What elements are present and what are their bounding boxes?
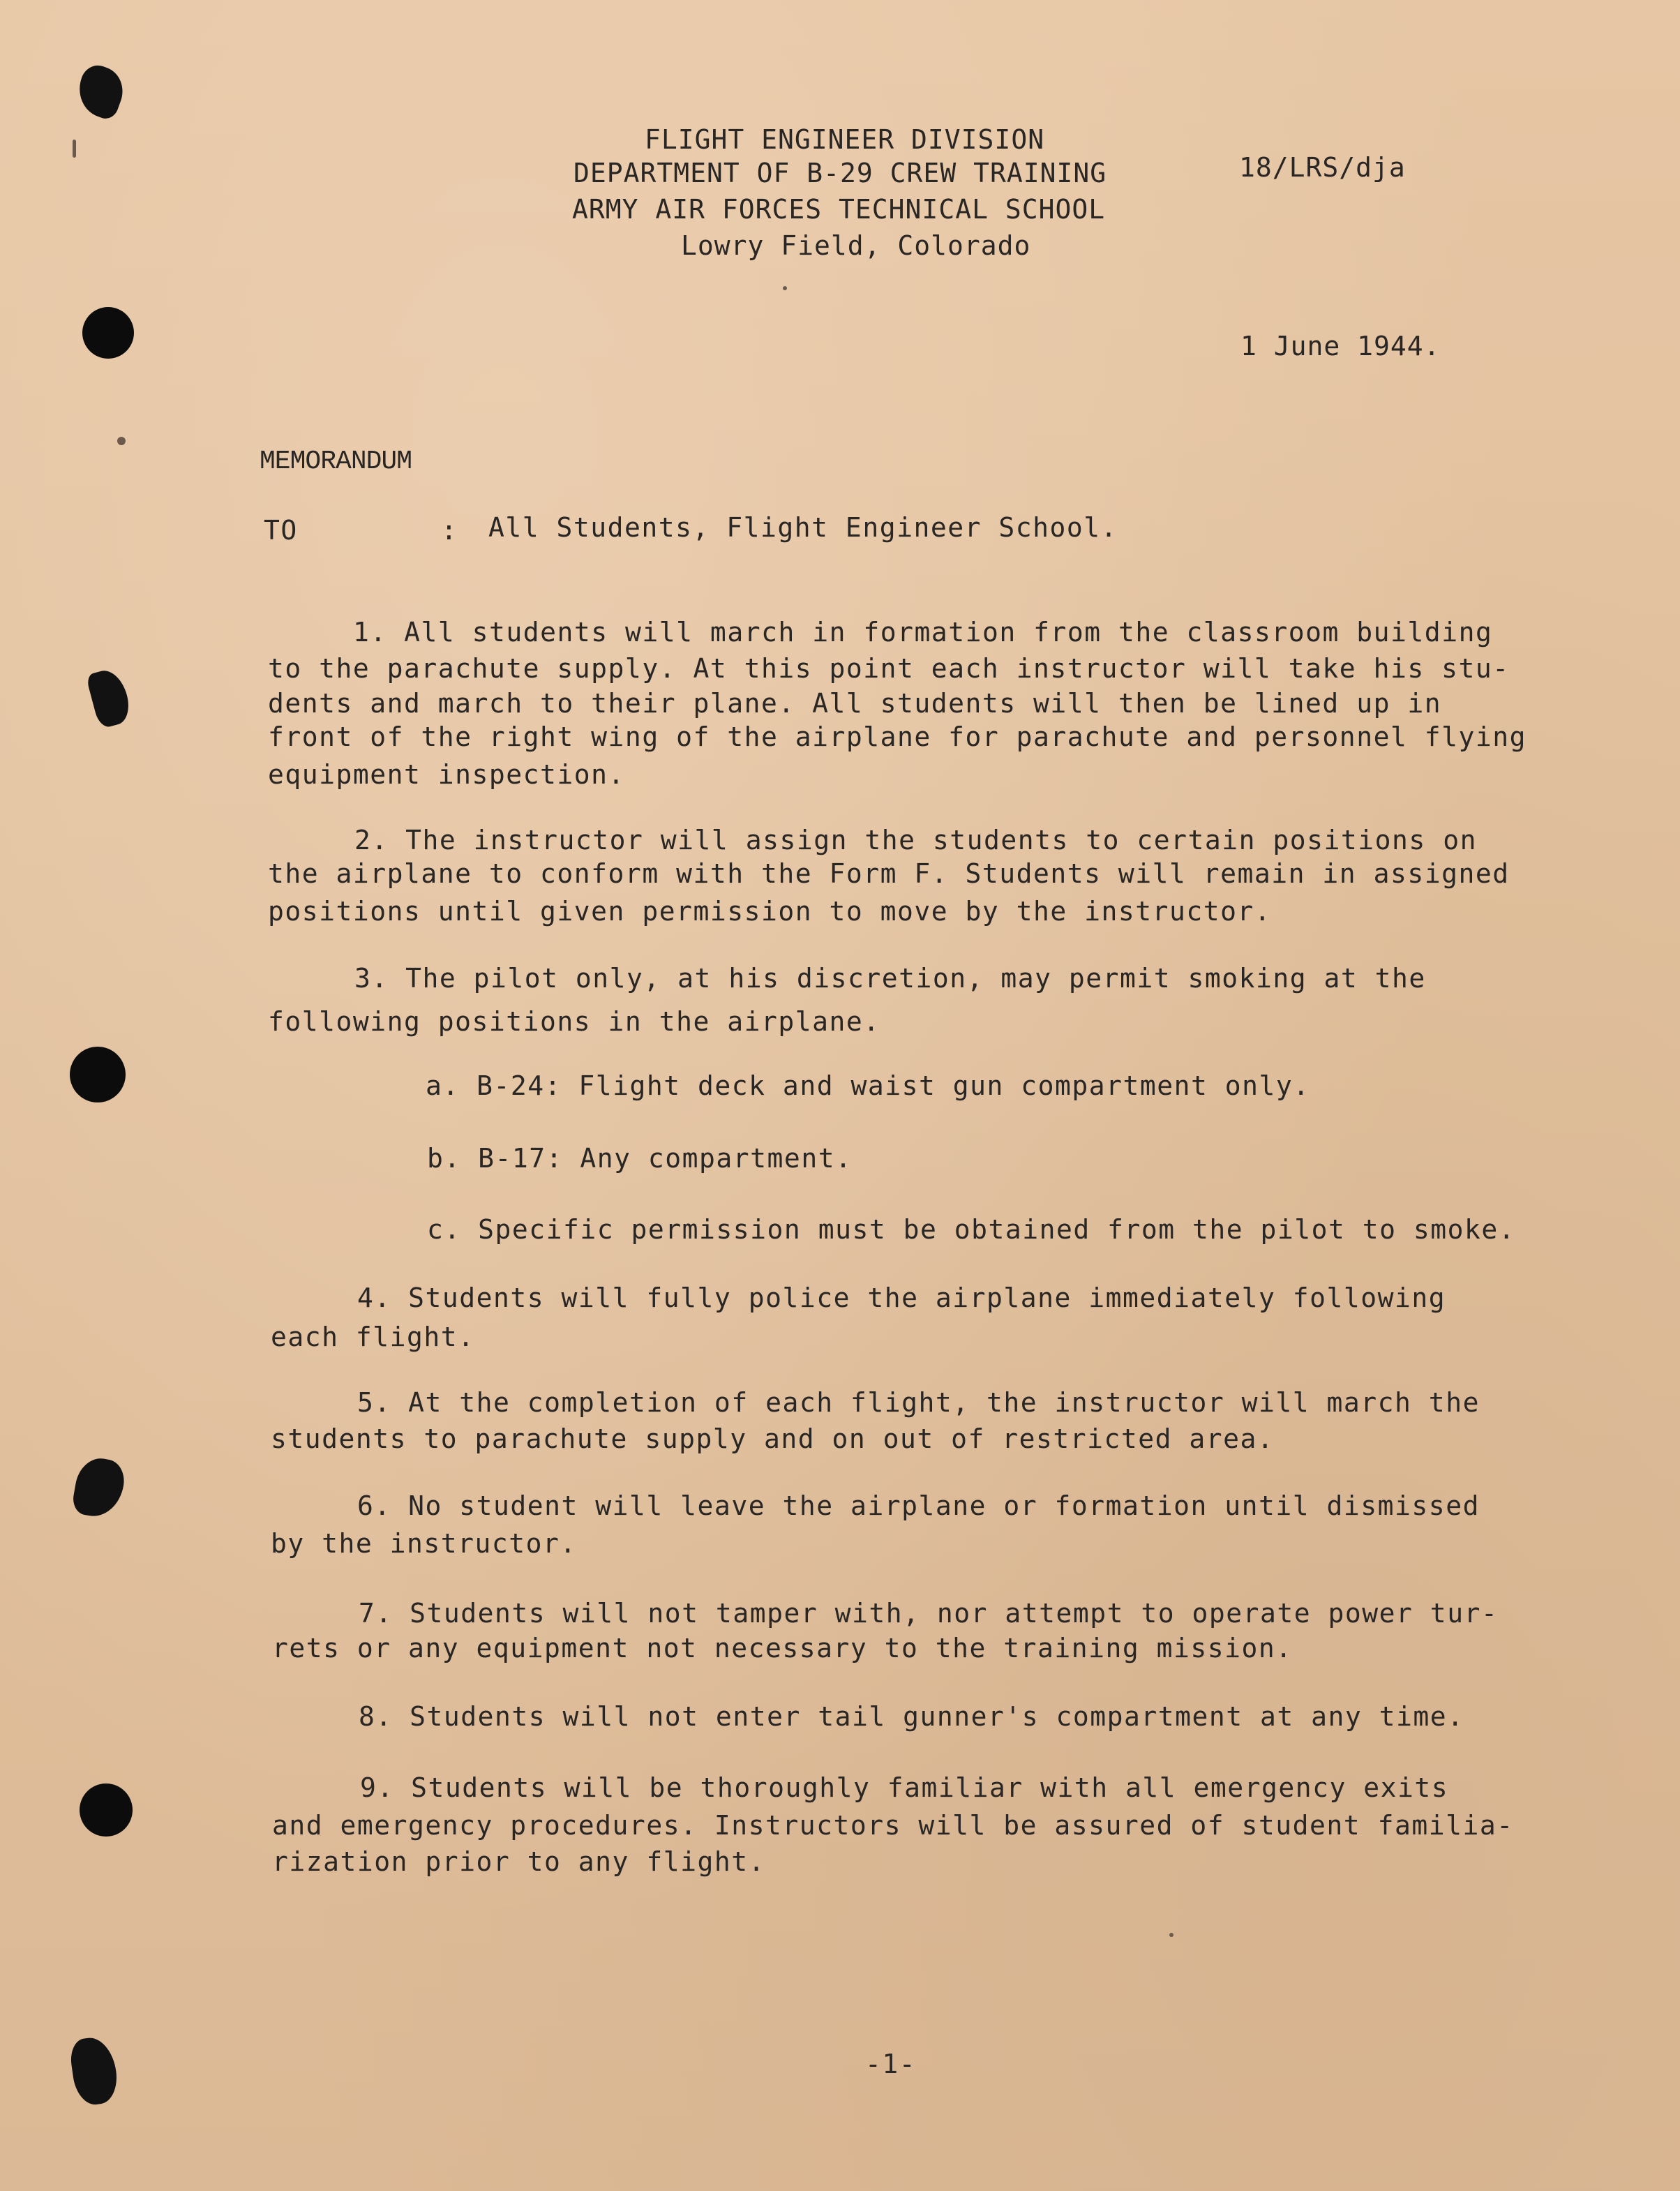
torn-edge-mark bbox=[71, 61, 130, 122]
sub-item-a: a. B-24: Flight deck and waist gun compartment only. bbox=[426, 1070, 1310, 1101]
paragraph-line: each flight. bbox=[271, 1322, 475, 1352]
torn-edge-mark bbox=[85, 666, 133, 729]
sub-item-b: b. B-17: Any compartment. bbox=[427, 1143, 853, 1174]
to-label: TO bbox=[264, 515, 298, 546]
sub-item-c: c. Specific permission must be obtained from the pilot to smoke. bbox=[427, 1214, 1516, 1245]
paragraph-line: by the instructor. bbox=[271, 1528, 577, 1559]
paragraph-line: 6. No student will leave the airplane or formation until dismissed bbox=[357, 1490, 1480, 1521]
letterhead-line-1: FLIGHT ENGINEER DIVISION bbox=[645, 124, 1045, 155]
torn-edge-mark bbox=[68, 2035, 121, 2107]
paragraph-line: 4. Students will fully police the airplane immediately following bbox=[357, 1283, 1446, 1313]
letterhead-line-3: ARMY AIR FORCES TECHNICAL SCHOOL bbox=[572, 194, 1106, 225]
paper-speck bbox=[1169, 1933, 1173, 1937]
paper-speck bbox=[117, 437, 126, 445]
to-separator: : bbox=[441, 515, 458, 546]
paragraph-line: 2. The instructor will assign the students to certain positions on bbox=[354, 825, 1477, 855]
paragraph-line: rization prior to any flight. bbox=[272, 1846, 765, 1877]
paragraph-line: rets or any equipment not necessary to the training mission. bbox=[272, 1633, 1293, 1663]
to-value: All Students, Flight Engineer School. bbox=[488, 512, 1118, 543]
paragraph-line: the airplane to conform with the Form F. Students will remain in assigned bbox=[268, 858, 1510, 889]
paragraph-line: equipment inspection. bbox=[268, 759, 625, 790]
paragraph-line: 1. All students will march in formation from the classroom building bbox=[353, 617, 1493, 648]
paragraph-line: positions until given permission to move by the instructor. bbox=[268, 896, 1272, 927]
punch-hole-bottom bbox=[80, 1784, 133, 1837]
paragraph-line: 7. Students will not tamper with, nor attempt to operate power tur- bbox=[359, 1598, 1499, 1629]
letterhead-line-4: Lowry Field, Colorado bbox=[681, 230, 1031, 261]
paper-speck bbox=[783, 286, 787, 290]
punch-hole-middle bbox=[70, 1047, 126, 1102]
paragraph-line: and emergency procedures. Instructors will be assured of student familia- bbox=[272, 1810, 1514, 1841]
paragraph-line: 3. The pilot only, at his discretion, may permit smoking at the bbox=[354, 963, 1426, 994]
paragraph-line: following positions in the airplane. bbox=[268, 1006, 880, 1037]
memo-date: 1 June 1944. bbox=[1240, 331, 1441, 361]
memo-title: MEMORANDUM bbox=[260, 447, 412, 477]
paragraph-line: 5. At the completion of each flight, the instructor will march the bbox=[357, 1387, 1480, 1418]
reference-code: 18/LRS/dja bbox=[1239, 152, 1406, 183]
paragraph-line: 9. Students will be thoroughly familiar with all emergency exits bbox=[360, 1772, 1449, 1803]
punch-hole-top bbox=[82, 307, 134, 359]
paper-speck bbox=[73, 140, 76, 158]
paragraph-line: front of the right wing of the airplane for parachute and personnel flying bbox=[268, 721, 1527, 752]
torn-edge-mark bbox=[70, 1455, 128, 1521]
paragraph-line: students to parachute supply and on out of restricted area. bbox=[271, 1423, 1275, 1454]
paragraph-line: dents and march to their plane. All students will then be lined up in bbox=[268, 688, 1442, 719]
letterhead-line-2: DEPARTMENT OF B-29 CREW TRAINING bbox=[573, 158, 1107, 188]
paragraph-line: to the parachute supply. At this point each instructor will take his stu- bbox=[268, 653, 1510, 684]
page-number: -1- bbox=[865, 2049, 917, 2079]
paragraph-8: 8. Students will not enter tail gunner's compartment at any time. bbox=[359, 1701, 1464, 1732]
